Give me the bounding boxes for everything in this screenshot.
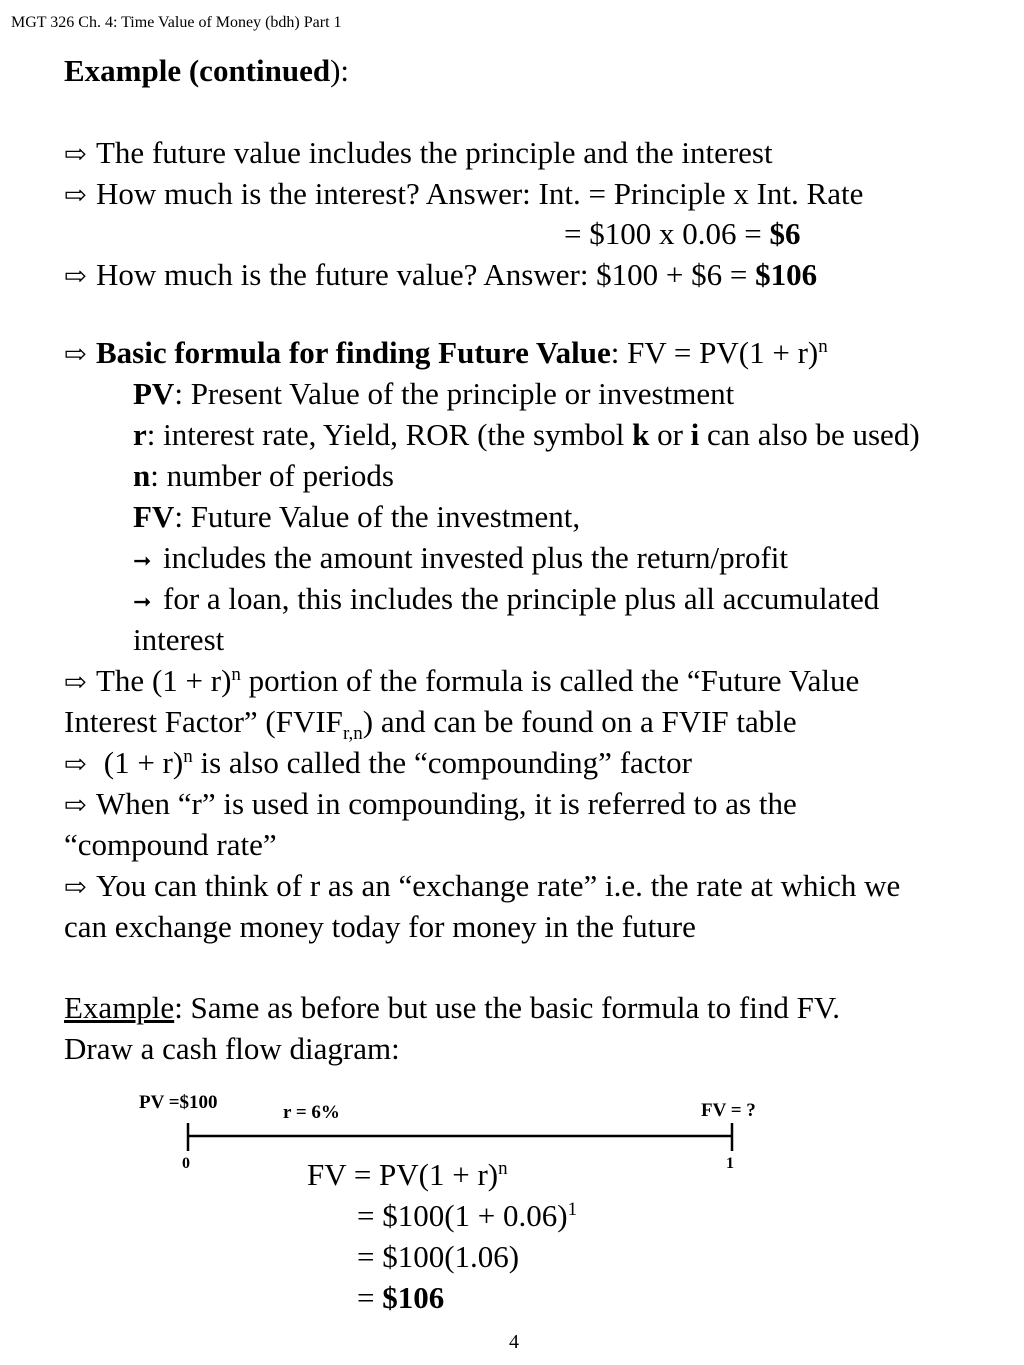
definition: : Present Value of the principle or investment bbox=[174, 376, 735, 411]
hollow-arrow-icon: ⇨ bbox=[64, 749, 87, 779]
subscript: r,n bbox=[342, 723, 363, 744]
bullet-item bbox=[64, 868, 900, 905]
definition-pv bbox=[133, 376, 734, 412]
symbol-k: k bbox=[632, 417, 650, 452]
bullet-text: (1 + r) bbox=[96, 745, 184, 780]
exponent: n bbox=[183, 746, 193, 767]
bullet-text: Interest Factor” (FVIF bbox=[64, 704, 343, 739]
page-header: MGT 326 Ch. 4: Time Value of Money (bdh) Part 1 bbox=[11, 14, 342, 31]
exponent: n bbox=[818, 336, 828, 357]
hollow-arrow-icon: ⇨ bbox=[64, 872, 87, 902]
definition-n bbox=[133, 458, 394, 494]
formula-heading-bold: Basic formula for finding Future Value bbox=[96, 335, 611, 370]
definition: : interest rate, Yield, ROR (the symbol bbox=[146, 417, 633, 452]
page-number: 4 bbox=[509, 1331, 519, 1353]
calc-line-2 bbox=[357, 1198, 577, 1234]
bullet-item bbox=[64, 786, 797, 823]
bullet-item bbox=[64, 135, 773, 172]
calc-line-1 bbox=[307, 1157, 508, 1193]
calc-line-4 bbox=[357, 1280, 444, 1316]
bullet-continuation: can exchange money today for money in the future bbox=[64, 909, 696, 944]
symbol-i: i bbox=[690, 417, 700, 452]
bullet-text: How much is the future value? Answer: $100 + $6 = bbox=[96, 257, 756, 292]
pv-label: PV =$100 bbox=[139, 1092, 218, 1113]
bullet-result: $106 bbox=[755, 257, 818, 292]
formula-heading bbox=[64, 335, 828, 372]
example-label: Example bbox=[64, 990, 175, 1025]
bullet-continuation bbox=[564, 216, 800, 252]
sub-bullet-continuation: interest bbox=[133, 622, 225, 657]
exponent: 1 bbox=[567, 1199, 578, 1220]
rate-label: r = 6% bbox=[283, 1102, 340, 1123]
hollow-arrow-icon: ⇨ bbox=[64, 261, 87, 291]
calc-line-3: = $100(1.06) bbox=[357, 1239, 520, 1274]
sub-bullet-text: includes the amount invested plus the return/profit bbox=[163, 540, 789, 575]
exponent: n bbox=[498, 1158, 508, 1179]
definition: can also be used) bbox=[699, 417, 920, 452]
term: PV bbox=[133, 376, 175, 411]
sub-bullet bbox=[133, 540, 788, 579]
hollow-arrow-icon: ⇨ bbox=[64, 667, 87, 697]
term: n bbox=[133, 458, 151, 493]
right-arrow-icon: ➞ bbox=[133, 589, 152, 614]
term: r bbox=[133, 417, 147, 452]
hollow-arrow-icon: ⇨ bbox=[64, 790, 87, 820]
section-title-rest: ): bbox=[330, 53, 350, 88]
bullet-text: The (1 + r) bbox=[96, 663, 232, 698]
hollow-arrow-icon: ⇨ bbox=[64, 339, 87, 369]
bullet-text: is also called the “compounding” factor bbox=[192, 745, 692, 780]
bullet-item bbox=[64, 257, 817, 294]
exponent: n bbox=[231, 664, 241, 685]
definition-fv bbox=[133, 499, 580, 535]
calc-text: = bbox=[357, 1280, 383, 1315]
definition: or bbox=[649, 417, 691, 452]
definition-r bbox=[133, 417, 920, 453]
fv-label: FV = ? bbox=[701, 1100, 756, 1121]
bullet-text: How much is the interest? Answer: Int. = Principle x Int. Rate bbox=[96, 176, 864, 211]
section-title bbox=[64, 53, 349, 89]
term: FV bbox=[133, 499, 175, 534]
bullet-text: ) and can be found on a FVIF table bbox=[362, 704, 797, 739]
bullet-item bbox=[64, 663, 859, 700]
section-title-bold: Example (continued bbox=[64, 53, 331, 88]
sub-bullet-text: for a loan, this includes the principle plus all accumulated bbox=[163, 581, 880, 616]
right-arrow-icon: ➞ bbox=[133, 548, 152, 573]
bullet-continuation: “compound rate” bbox=[64, 827, 277, 862]
calc-result: $6 bbox=[769, 216, 801, 251]
calc-text: = $100(1 + 0.06) bbox=[357, 1198, 568, 1233]
bullet-text: The future value includes the principle and the interest bbox=[96, 135, 773, 170]
calc-result: $106 bbox=[382, 1280, 445, 1315]
bullet-text: When “r” is used in compounding, it is referred to as the bbox=[96, 786, 797, 821]
calc-text: = $100 x 0.06 = bbox=[564, 216, 770, 251]
example-heading bbox=[64, 990, 840, 1026]
cash-flow-timeline bbox=[180, 1120, 740, 1154]
example-line: Draw a cash flow diagram: bbox=[64, 1031, 400, 1066]
bullet-item bbox=[64, 745, 692, 782]
period-0-label: 0 bbox=[182, 1155, 190, 1172]
bullet-item bbox=[64, 176, 863, 213]
hollow-arrow-icon: ⇨ bbox=[64, 139, 87, 169]
hollow-arrow-icon: ⇨ bbox=[64, 180, 87, 210]
definition: : Future Value of the investment, bbox=[174, 499, 581, 534]
bullet-continuation bbox=[64, 704, 797, 744]
period-1-label: 1 bbox=[726, 1155, 734, 1172]
formula-heading-rest: : FV = PV(1 + r) bbox=[610, 335, 819, 370]
sub-bullet bbox=[133, 581, 879, 620]
bullet-text: You can think of r as an “exchange rate” i.e. the rate at which we bbox=[96, 868, 901, 903]
example-text: : Same as before but use the basic formula to find FV. bbox=[174, 990, 840, 1025]
calc-text: FV = PV(1 + r) bbox=[307, 1157, 499, 1192]
bullet-text: portion of the formula is called the “Future Value bbox=[240, 663, 860, 698]
definition: : number of periods bbox=[150, 458, 394, 493]
